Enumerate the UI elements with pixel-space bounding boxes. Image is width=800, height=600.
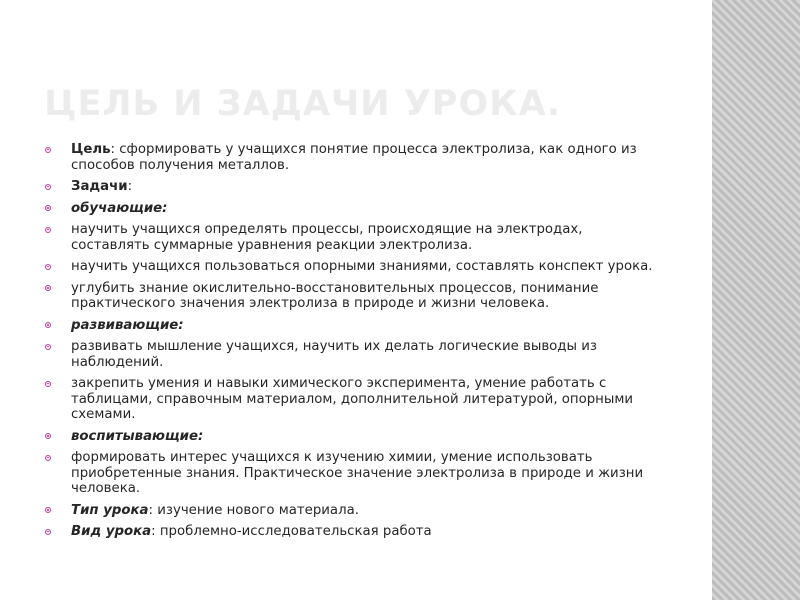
list-item-educational-heading — [44, 201, 659, 217]
list-item — [44, 376, 659, 423]
list-item — [44, 281, 659, 312]
circle-bullet-icon — [45, 507, 51, 513]
list-item — [44, 339, 659, 370]
circle-bullet-icon — [45, 285, 51, 291]
list-item — [44, 450, 659, 497]
list-item-tasks — [44, 179, 659, 195]
decorative-side-band — [712, 0, 800, 600]
list-item-developmental-heading — [44, 318, 659, 334]
circle-bullet-icon — [45, 433, 51, 439]
item-label: Задачи — [71, 179, 128, 194]
circle-bullet-icon — [45, 455, 51, 461]
item-label: Тип урока — [71, 502, 149, 518]
circle-bullet-icon — [45, 184, 51, 190]
item-text: : — [127, 179, 133, 194]
list-item-lesson-type — [44, 503, 659, 519]
item-text: закрепить умения и навыки химического эксперимента, умение работать с таблицами, справочным материалом, дополнительной литературой, опорными схемами. — [71, 376, 634, 422]
objectives-list — [44, 142, 659, 546]
item-text: формировать интерес учащихся к изучению химии, умение использовать приобретенные знания. Практическое значение электролиза в природе и жизни человека. — [71, 450, 644, 496]
item-label: развивающие: — [71, 317, 184, 333]
item-text: научить учащихся пользоваться опорными знаниями, составлять конспект урока. — [71, 259, 653, 274]
slide-title: ЦЕЛЬ И ЗАДАЧИ УРОКА. — [44, 84, 562, 124]
item-text: : сформировать у учащихся понятие процесса электролиза, как одного из способов получения металлов. — [71, 142, 637, 173]
item-label: обучающие: — [71, 200, 168, 216]
list-item-lesson-kind — [44, 524, 659, 540]
item-label: воспитывающие: — [71, 428, 204, 444]
circle-bullet-icon — [45, 529, 51, 535]
circle-bullet-icon — [45, 227, 51, 233]
list-item-upbringing-heading — [44, 429, 659, 445]
circle-bullet-icon — [45, 344, 51, 350]
circle-bullet-icon — [45, 205, 51, 211]
list-item — [44, 259, 659, 275]
item-text: : проблемно-исследовательская работа — [151, 524, 432, 539]
list-item-goal — [44, 142, 659, 173]
item-label: Вид урока — [71, 524, 152, 539]
circle-bullet-icon — [45, 147, 51, 153]
item-text: углубить знание окислительно-восстановительных процессов, понимание практического значения электролиза в природе и жизни человека. — [71, 280, 599, 311]
item-text: научить учащихся определять процессы, происходящие на электродах, составлять суммарные уравнения реакции электролиза. — [71, 222, 583, 253]
circle-bullet-icon — [45, 381, 51, 387]
item-text: : изучение нового материала. — [148, 502, 359, 518]
circle-bullet-icon — [45, 264, 51, 270]
item-text: развивать мышление учащихся, научить их делать логические выводы из наблюдений. — [71, 339, 597, 370]
circle-bullet-icon — [45, 322, 51, 328]
item-label: Цель — [71, 142, 111, 157]
list-item — [44, 222, 659, 253]
